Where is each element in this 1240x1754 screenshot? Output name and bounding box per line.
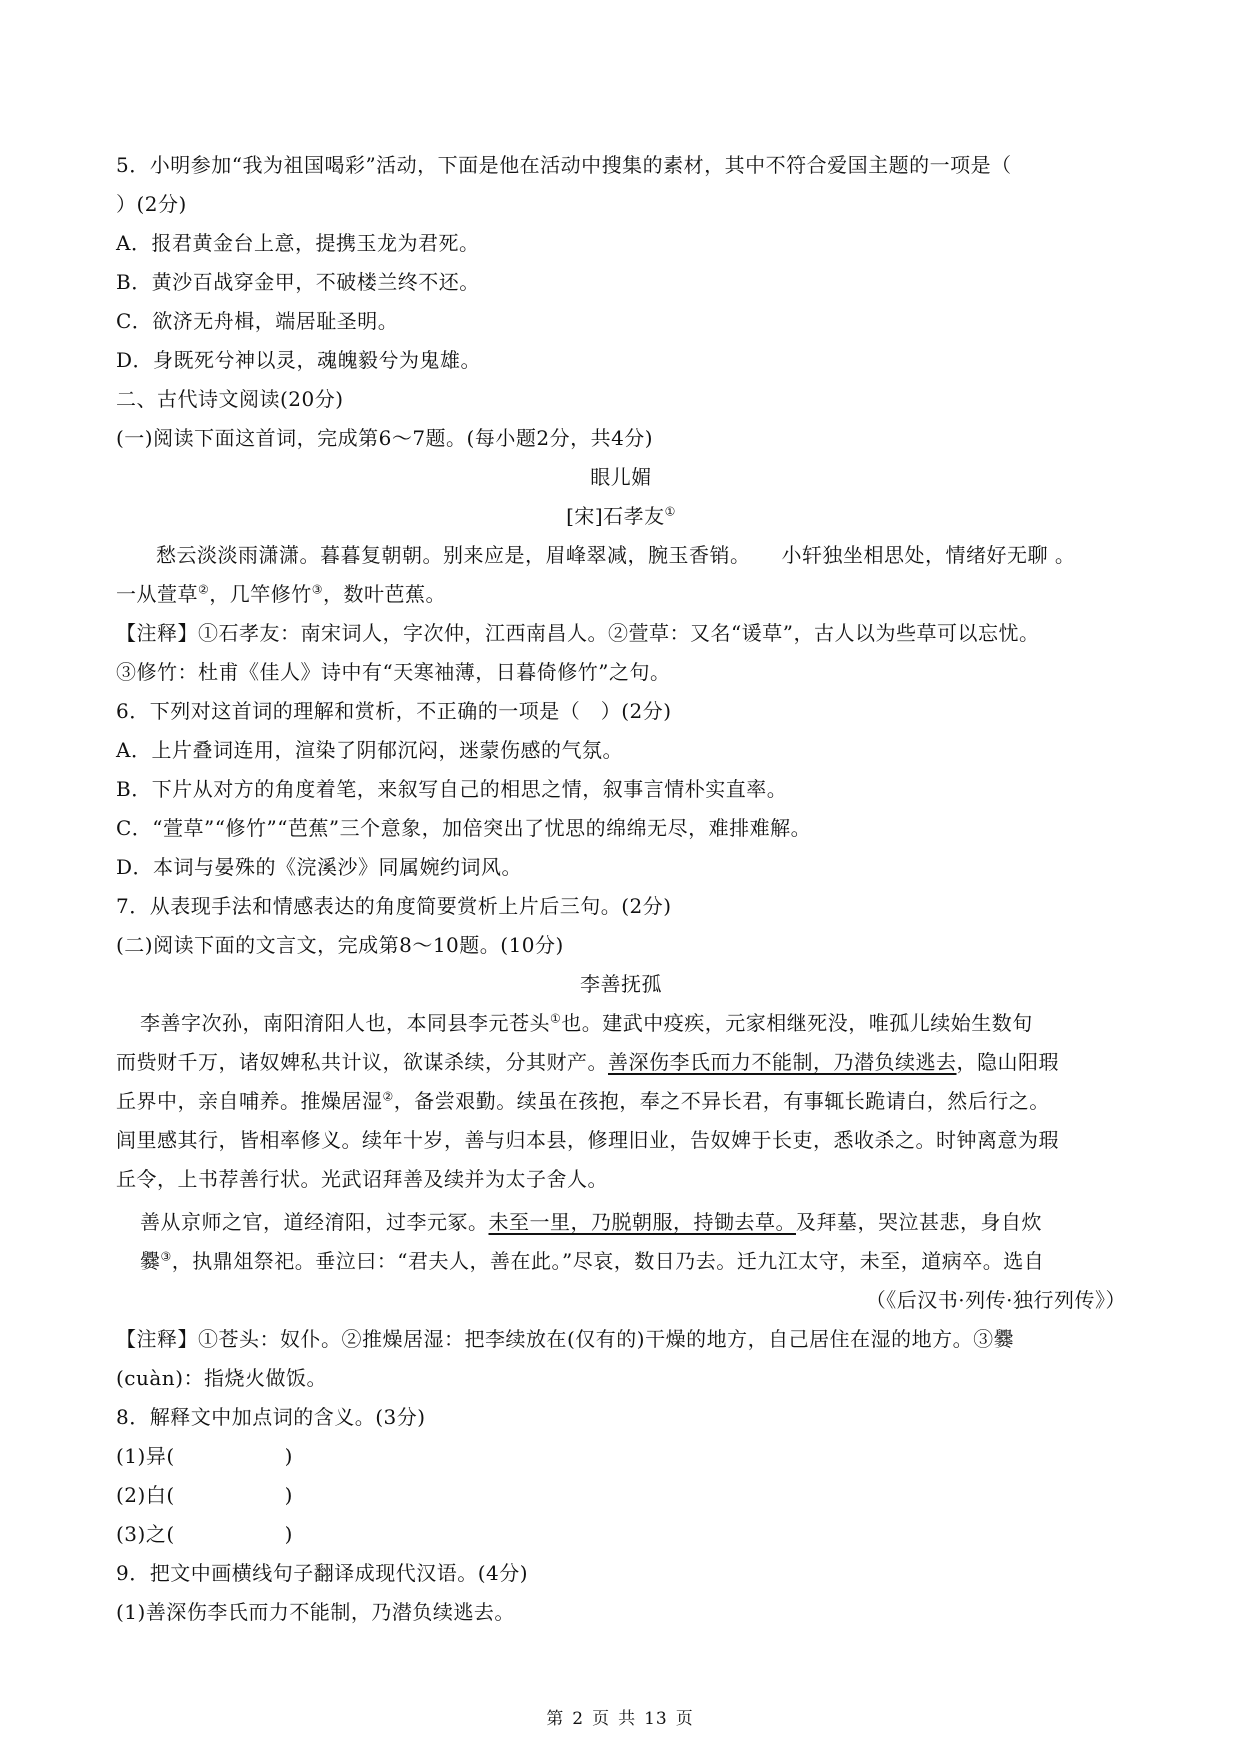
footer-total-label-2: 页 <box>675 1709 694 1729</box>
footer-page-number: 2 <box>572 1709 585 1729</box>
part2-heading: (二)阅读下面的文言文，完成第8～10题。(10分) <box>116 933 564 957</box>
footer-label-1: 第 <box>546 1709 565 1729</box>
passage-p2-line1 <box>116 1203 1126 1242</box>
passage-p2-line2 <box>116 1242 1126 1281</box>
poem-author-line <box>116 497 1126 536</box>
q8-item-2 <box>116 1476 1126 1515</box>
q6-option-c: C．“萱草”“修竹”“芭蕉”三个意象，加倍突出了忧思的绵绵无尽，难排难解。 <box>116 816 812 840</box>
p1-l2-b: ，隐山阳瑕 <box>956 1050 1059 1074</box>
q6-option-b: B．下片从对方的角度着笔，来叙写自己的相思之情，叙事言情朴实直率。 <box>116 777 788 801</box>
q8-item-2-close: ) <box>284 1483 293 1507</box>
p1-l3-a: 丘界中，亲自哺养。推燥居湿 <box>116 1089 383 1113</box>
q6-stem: 6．下列对这首词的理解和赏析，不正确的一项是（ ）(2分) <box>116 699 672 723</box>
p2-l1-a: 善从京师之官，道经淯阳，过李元冢。 <box>140 1210 489 1234</box>
passage-p1-line2 <box>116 1043 1126 1082</box>
p2-l2-b: ，执鼎俎祭祀。垂泣曰：“君夫人，善在此。”尽哀，数日乃去。迁九江太守，未至，道病卒。选自 <box>171 1249 1045 1273</box>
poem-author: [宋]石孝友 <box>566 504 665 528</box>
underlined-sentence-1: 善深伤李氏而力不能制，乃潜负续逃去 <box>608 1050 957 1074</box>
q5-option-b: B．黄沙百战穿金甲，不破楼兰终不还。 <box>116 270 480 294</box>
passage-source: （《后汉书·列传·独行列传》） <box>865 1288 1126 1312</box>
q6-option-d: D．本词与晏殊的《浣溪沙》同属婉约词风。 <box>116 855 523 879</box>
q5-stem-line2: ）(2分) <box>116 192 187 216</box>
q5-stem-line1: 5．小明参加“我为祖国喝彩”活动，下面是他在活动中搜集的素材，其中不符合爱国主题的一项是（ <box>116 153 1012 177</box>
q5-option-c: C．欲济无舟楫，端居耻圣明。 <box>116 309 399 333</box>
q5-option-a: A．报君黄金台上意，提携玉龙为君死。 <box>116 231 480 255</box>
poem-line-1: 愁云淡淡雨潇潇。暮暮复朝朝。别来应是，眉峰翠减，腕玉香销。 小轩独坐相思处，情绪好无聊 。 <box>156 543 1076 567</box>
q5-option-d: D．身既死兮神以灵，魂魄毅兮为鬼雄。 <box>116 348 482 372</box>
poem-author-note: ① <box>664 504 676 519</box>
poem-notes-line2: ③修竹：杜甫《佳人》诗中有“天寒袖薄，日暮倚修竹”之句。 <box>116 660 671 684</box>
part1-heading: (一)阅读下面这首词，完成第6～7题。(每小题2分，共4分) <box>116 426 654 450</box>
p2-l2-a: 爨 <box>140 1249 161 1273</box>
poem-line2-a: 一从萱草 <box>116 582 198 606</box>
footer-label-2: 页 <box>592 1709 611 1729</box>
poem-note-3: ③ <box>311 582 324 597</box>
poem-line-2 <box>116 575 1126 614</box>
passage-notes-line2: (cuàn)：指烧火做饭。 <box>116 1366 327 1390</box>
q6-option-a: A．上片叠词连用，渲染了阴郁沉闷，迷蒙伤感的气氛。 <box>116 738 623 762</box>
p1-note-1: ① <box>550 1011 562 1026</box>
passage-p1-line1 <box>116 1004 1126 1043</box>
underlined-sentence-2: 未至一里，乃脱朝服，持锄去草。 <box>488 1210 796 1234</box>
p1-note-2: ② <box>382 1089 394 1104</box>
page-content <box>116 146 1126 1632</box>
q9-stem: 9．把文中画横线句子翻译成现代汉语。(4分) <box>116 1561 529 1585</box>
q8-item-3-close: ) <box>284 1522 293 1546</box>
poem-line2-b: ，几竿修竹 <box>209 582 312 606</box>
footer-total-number: 13 <box>644 1709 668 1729</box>
p1-l1-a: 李善字次孙，南阳淯阳人也，本同县李元苍头 <box>140 1011 550 1035</box>
p1-l1-b: 也。建武中疫疾，元家相继死没，唯孤儿续始生数旬 <box>561 1011 1033 1035</box>
p1-l2-a: 而赀财千万，诸奴婢私共计议，欲谋杀续，分其财产。 <box>116 1050 608 1074</box>
passage-p1-line5: 丘令，上书荐善行状。光武诏拜善及续并为太子舍人。 <box>116 1167 608 1191</box>
passage-p1-line4: 闾里感其行，皆相率修义。续年十岁，善与归本县，修理旧业，告奴婢于长吏，悉收杀之。时钟离意为瑕 <box>116 1128 1059 1152</box>
q8-item-3 <box>116 1515 1126 1554</box>
p2-note-3: ③ <box>160 1249 172 1264</box>
poem-notes-line1: 【注释】①石孝友：南宋词人，字次仲，江西南昌人。②萱草：又名“谖草”，古人以为些草可以忘忧。 <box>116 621 1040 645</box>
q8-item-3-label: (3)之( <box>116 1522 175 1546</box>
q7-stem: 7．从表现手法和情感表达的角度简要赏析上片后三句。(2分) <box>116 894 672 918</box>
q8-item-1-close: ) <box>284 1444 293 1468</box>
passage-notes-line1: 【注释】①苍头：奴仆。②推燥居湿：把李续放在(仅有的)干燥的地方，自己居住在湿的地方。③爨 <box>116 1327 1015 1351</box>
passage-p1-line3 <box>116 1082 1126 1121</box>
page-footer <box>0 1704 1240 1729</box>
p2-l1-b: 及拜墓，哭泣甚悲，身自炊 <box>796 1210 1042 1234</box>
q8-item-2-label: (2)白( <box>116 1483 175 1507</box>
poem-note-2: ② <box>198 582 210 597</box>
passage-title: 李善抚孤 <box>580 972 662 996</box>
q9-item-1: (1)善深伤李氏而力不能制，乃潜负续逃去。 <box>116 1600 515 1624</box>
q8-item-1 <box>116 1437 1126 1476</box>
p1-l3-b: ，备尝艰勤。续虽在孩抱，奉之不异长君，有事辄长跪请白，然后行之。 <box>393 1089 1050 1113</box>
footer-total-label: 共 <box>618 1709 637 1729</box>
section2-heading: 二、古代诗文阅读(20分) <box>116 387 344 411</box>
poem-line2-c: ，数叶芭蕉。 <box>323 582 447 606</box>
q8-stem: 8．解释文中加点词的含义。(3分) <box>116 1405 426 1429</box>
poem-title: 眼儿媚 <box>590 465 652 489</box>
q8-item-1-label: (1)异( <box>116 1444 175 1468</box>
